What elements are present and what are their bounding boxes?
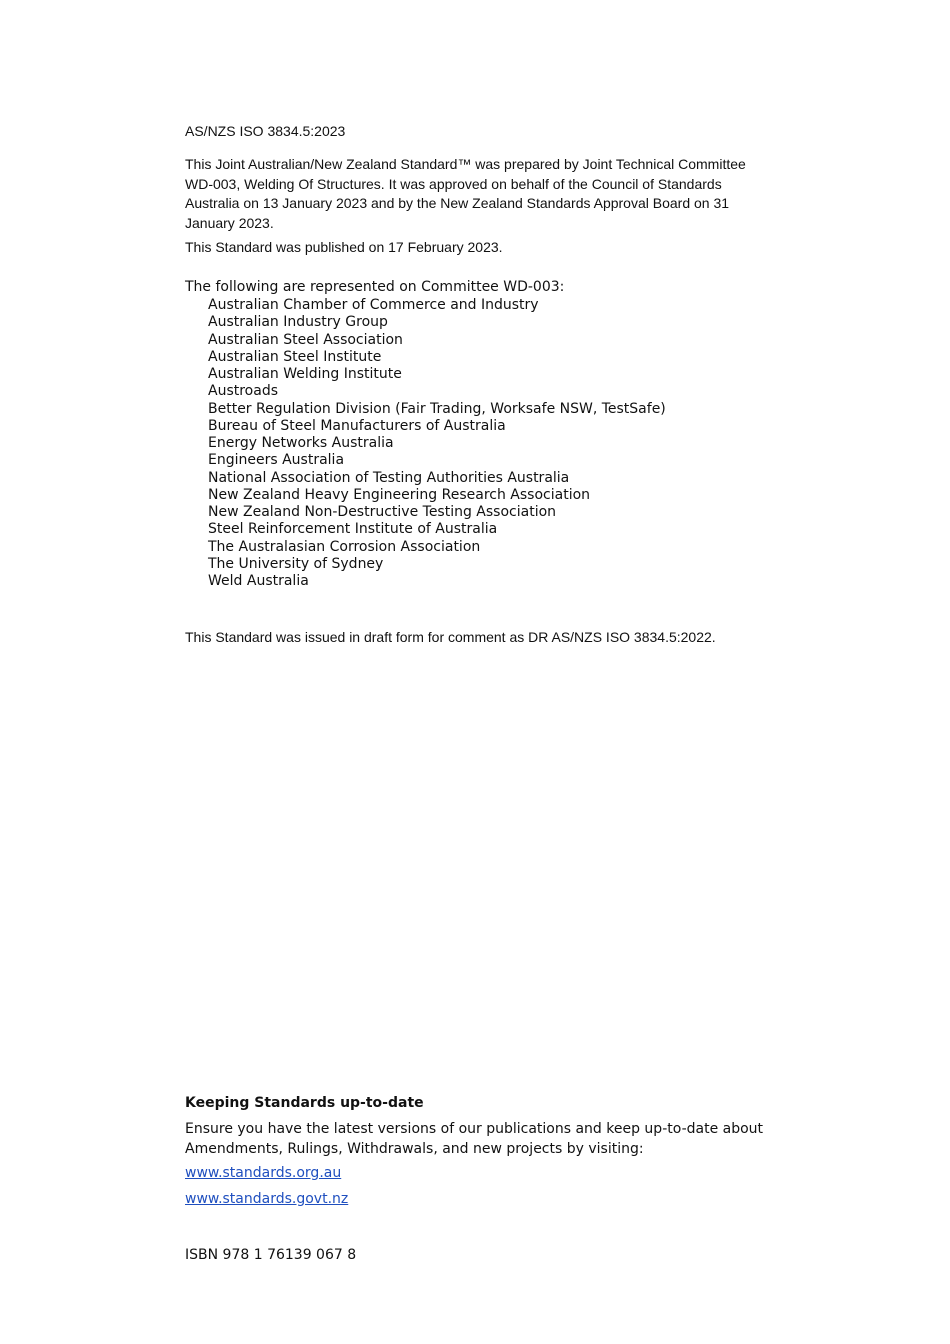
committee-member: Engineers Australia bbox=[208, 452, 345, 469]
document-identifier: AS/NZS ISO 3834.5:2023 bbox=[185, 123, 346, 139]
draft-statement: This Standard was issued in draft form for comment as DR AS/NZS ISO 3834.5:2022. bbox=[185, 629, 716, 645]
publication-date-statement: This Standard was published on 17 February 2023. bbox=[185, 239, 503, 255]
committee-member: Australian Steel Association bbox=[208, 331, 403, 348]
committee-member: Better Regulation Division (Fair Trading, Worksafe NSW, TestSafe) bbox=[208, 400, 666, 417]
committee-member: Australian Welding Institute bbox=[208, 366, 402, 382]
committee-member: New Zealand Non-Destructive Testing Association bbox=[208, 504, 557, 520]
approval-statement: This Joint Australian/New Zealand Standard™ was prepared by Joint Technical Committee WD-003, Welding Of Structures. It was approved on behalf of the Council of Standards Australia on 13 January 2023 and by the New Zealand Standards Approval Board on 31 January 2023. bbox=[185, 156, 746, 231]
committee-intro: The following are represented on Committee WD-003: bbox=[185, 279, 565, 295]
committee-member-list bbox=[185, 297, 785, 590]
committee-member: The University of Sydney bbox=[208, 555, 384, 572]
committee-member: Bureau of Steel Manufacturers of Australia bbox=[208, 417, 506, 434]
committee-member: National Association of Testing Authorities Australia bbox=[208, 469, 570, 486]
committee-member: Australian Chamber of Commerce and Industry bbox=[208, 297, 539, 313]
committee-section bbox=[185, 278, 785, 590]
committee-member: Austroads bbox=[208, 383, 279, 400]
standards-australia-link[interactable]: www.standards.org.au bbox=[185, 1165, 342, 1181]
standards-new-zealand-link[interactable]: www.standards.govt.nz bbox=[185, 1191, 349, 1207]
committee-member: Australian Industry Group bbox=[208, 314, 388, 331]
committee-member: New Zealand Heavy Engineering Research Association bbox=[208, 486, 591, 503]
committee-member: Australian Steel Institute bbox=[208, 348, 382, 365]
committee-member: Weld Australia bbox=[208, 573, 309, 589]
keeping-standards-heading: Keeping Standards up-to-date bbox=[185, 1095, 424, 1111]
keeping-standards-body: Ensure you have the latest versions of our publications and keep up-to-date about Amendments, Rulings, Withdrawals, and new projects by visiting: bbox=[185, 1121, 764, 1157]
committee-member: Steel Reinforcement Institute of Australia bbox=[208, 521, 498, 538]
committee-member: Energy Networks Australia bbox=[208, 435, 394, 451]
isbn-number: ISBN 978 1 76139 067 8 bbox=[185, 1247, 357, 1263]
committee-member: The Australasian Corrosion Association bbox=[208, 538, 481, 555]
